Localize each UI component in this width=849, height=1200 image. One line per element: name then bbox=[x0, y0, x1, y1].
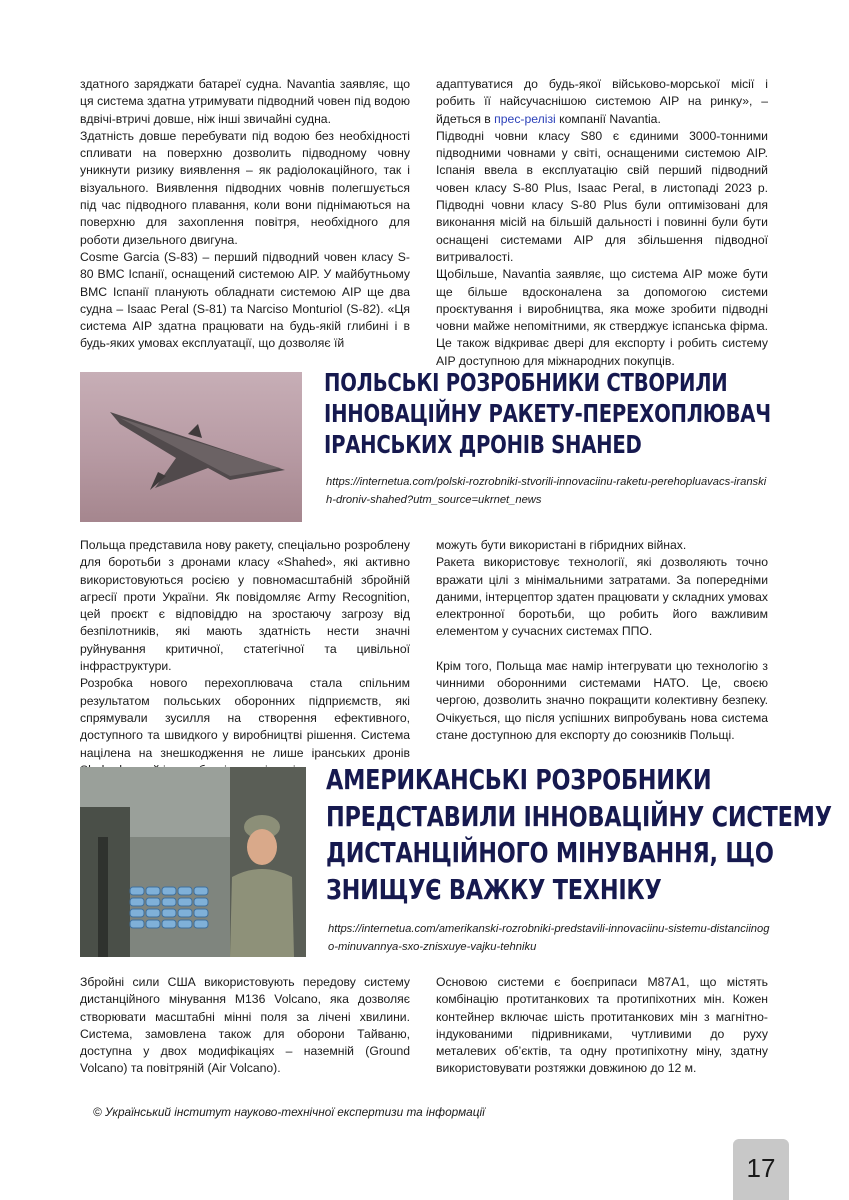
paragraph: Збройні сили США використовують передову систему дистанційного мінування M136 Volcano, яка дозволяє створювати масштабні мінні поля за лічені хвилини. Система, замовлена також для оборони Тайваню, доступна у двох модифікаціях – наземній (Ground Volcano) та повітряній (Air Volcano). bbox=[80, 975, 410, 1076]
volcano-system-photo bbox=[80, 767, 306, 957]
shahed-drone-photo bbox=[80, 372, 302, 522]
article1-right-column bbox=[436, 537, 768, 744]
article1-left-column bbox=[80, 537, 410, 779]
paragraph: Здатність довше перебувати під водою без необхідності спливати на поверхню дозволить підводному човну уникнути ризику виявлення – як радіолокаційного, так і візуального. Виявлення підводних човнів полегшується під час підводного плавання, коли вони піднімаються на поверхню для захоплення повітря, необхідного для роботи дизельного двигуна. bbox=[80, 128, 410, 247]
paragraph: Розробка нового перехоплювача стала спільним результатом польських оборонних підприємств, які спрямували зусилля на створення ефективного, доступного та швидкого у виробництві рішення. Система націлена на знешкодження не лише іранських дронів bbox=[80, 676, 410, 760]
press-release-link[interactable]: прес-релізі bbox=[494, 111, 556, 126]
paragraph: Основою системи є боєприпаси M87A1, що містять комбінацію протитанкових та протипіхотних мін. Кожен контейнер включає шість протитанкових мін з магнітно-індукованими підривниками, чутливими до руху металевих об’єктів, та одну протипіхотну міну, здатну використовувати розтяжки довжиною до 12 м. bbox=[436, 975, 768, 1076]
paragraph: адаптуватися до будь-якої військово-морської місії і робить її найсучаснішою системою AIP на ринку», – йдеться в прес-релізі компанії Navantia. bbox=[436, 77, 768, 126]
top-left-column bbox=[80, 76, 410, 353]
soldier-image bbox=[80, 767, 306, 957]
paragraph: Ракета використовує технології, які дозволяють точно вражати цілі з мінімальними затратами. За попередніми даними, інтерцептор здатен працювати у складних умовах електронної боротьби, що робить його важливим елементом у сучасних системах ППО. bbox=[436, 555, 769, 639]
paragraph: можуть бути використані в гібридних війнах. bbox=[436, 538, 687, 552]
article2-right-column bbox=[436, 974, 768, 1078]
article2-left-column bbox=[80, 974, 410, 1078]
paragraph: Підводні човни класу S80 є єдиними 3000-тонними підводними човнами у світі, оснащеними системою AIP. Іспанія ввела в експлуатацію свій перший підводний човен класу S-80 Plus, Isaac Peral, в листопаді 2023 р. Підводні човни класу S-80 Plus були оптимізовані для виконання місій на більшій дальності і повинні були бути оснащені системами AIP для збільшення підводної витривалості. bbox=[436, 128, 768, 264]
drone-image bbox=[80, 372, 302, 522]
article2-url[interactable]: https://internetua.com/amerikanski-rozrobniki-predstavili-innovaciinu-sistemu-distanciinogo-minuvannya-sxo-znisxuye-vajku-tehniku bbox=[328, 923, 770, 953]
paragraph: Крім того, Польща має намір інтегрувати цю технологію з чинними оборонними системами НАТО. Це, своєю чергою, дозволить значно покращити колективну безпеку. Очікується, що після успішних випробувань нова система стане доступною для експорту до союзників Польщі. bbox=[436, 658, 768, 742]
paragraph: Щобільше, Navantia заявляє, що система AIP може бути ще більше вдосконалена за допомогою системи проєктування і виробництва, яка може зробити підводні човни майже непомітними, як стверджує іспанська фірма. Це також відкриває двері для експорту і робить систему AIP доступною для міжнародних покупців. bbox=[436, 267, 768, 368]
article1-title: ПОЛЬСЬКІ РОЗРОБНИКИ СТВОРИЛИ ІННОВАЦІЙНУ РАКЕТУ-ПЕРЕХОПЛЮВАЧ ІРАНСЬКИХ ДРОНІВ SHAHED bbox=[324, 368, 771, 459]
top-right-column bbox=[436, 76, 768, 370]
paragraph: Польща представила нову ракету, спеціально розроблену для боротьби з дронами класу «Shahed», які активно використовуються росією у повномасштабній збройній агресії проти України. Як повідомляє Army Recognition, цей проєкт є відповіддю на зростаючу загрозу від безпілотників, які мають здатність нести значні руйнування критичної, статегічної та цивільної інфраструктури. bbox=[80, 538, 410, 674]
paragraph: Cosme Garcia (S-83) – перший підводний човен класу S-80 ВМС Іспанії, оснащений системою AIP. У майбутньому ВМС Іспанії планують обладнати системою AIP ще два судна – Isaac Peral (S-81) та Narciso Monturiol (S-82). «Ця система AIP здатна працювати на будь-якій глибині і в будь-яких умовах експлуатації, що дозволяє їй bbox=[80, 249, 410, 351]
paragraph: здатного заряджати батареї судна. Navantia заявляє, що ця система здатна утримувати підводний човен під водою вдвічі-втричі довше, ніж інші звичайні судна. bbox=[80, 77, 410, 126]
article2-title: АМЕРИКАНСЬКІ РОЗРОБНИКИ ПРЕДСТАВИЛИ ІННОВАЦІЙНУ СИСТЕМУ ДИСТАНЦІЙНОГО МІНУВАННЯ, ЩО ЗНИЩУЄ ВАЖКУ ТЕХНІКУ bbox=[326, 763, 832, 906]
page-footer: © Український інститут науково-технічної експертизи та інформації bbox=[93, 1105, 485, 1119]
article1-url[interactable]: https://internetua.com/polski-rozrobniki-stvorili-innovaciinu-raketu-perehopluavacs-iranskih-droniv-shahed?utm_source=ukrnet_news bbox=[326, 476, 767, 506]
page-number: 17 bbox=[733, 1139, 789, 1200]
